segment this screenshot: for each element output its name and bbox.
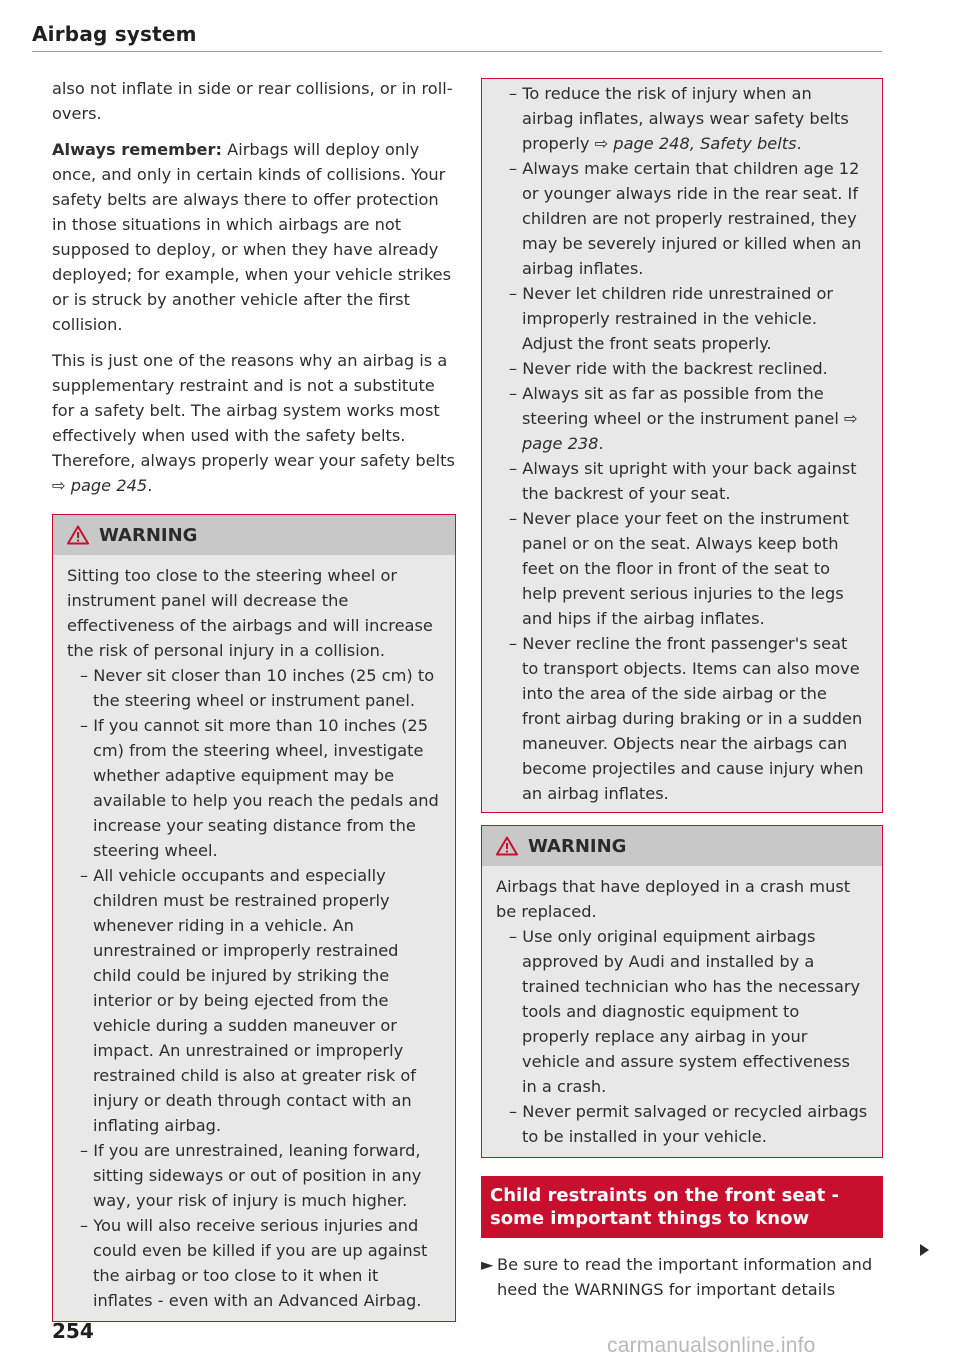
header-divider	[32, 51, 882, 52]
right-column	[481, 78, 883, 1302]
step-text: Be sure to read the important information and heed the WARNINGS for important details	[497, 1255, 873, 1299]
warning-body	[53, 555, 455, 1321]
warning-body	[482, 866, 882, 1157]
warning-item: – Never recline the front passenger's seat to transport objects. Items can also move into the area of the side airbag or the front airbag during braking or in a sudden maneuver. Objects near the airbags can become projectiles and cause injury when an airbag inflates.	[509, 634, 864, 803]
step-arrow-icon: ►	[481, 1255, 494, 1274]
reasons-paragraph	[52, 348, 456, 498]
warning-item: – Never place your feet on the instrument panel or on the seat. Always keep both feet on the floor in front of the seat to help prevent serious injuries to the legs and hips if the airbag inflates.	[509, 509, 849, 628]
warning-label: WARNING	[99, 524, 198, 546]
warning-triangle-icon	[67, 525, 89, 545]
warning-box-deployed-airbags	[481, 825, 883, 1158]
warning-header	[482, 826, 882, 866]
warning-item: – You will also receive serious injuries and could even be killed if you are up against the airbag or too close to it when it inflates - even with an Advanced Airbag.	[80, 1216, 428, 1310]
reasons-text: This is just one of the reasons why an airbag is a supplementary restraint and is not a substitute for a safety belt. The airbag system works most effectively when used with the safety belts. Therefore, always properly wear your safety belts	[52, 351, 455, 470]
warning-box-seating-distance	[52, 514, 456, 1322]
continue-arrow-icon	[920, 1244, 929, 1256]
warning-item: – Always make certain that children age 12 or younger always ride in the rear seat. If children are not properly restrained, they may be severely injured or killed when an airbag inflates.	[509, 159, 862, 278]
continued-warning-list	[496, 81, 868, 806]
always-remember-label: Always remember:	[52, 140, 222, 159]
warning-triangle-icon	[496, 836, 518, 856]
left-column	[52, 76, 456, 1322]
page-238-link[interactable]: ⇨ page 238	[522, 409, 858, 453]
item-text: – To reduce the risk of injury when an airbag inflates, always wear safety belts properly	[509, 84, 849, 153]
warning-item: – If you cannot sit more than 10 inches (25 cm) from the steering wheel, investigate whether adaptive equipment may be available to help you reach the pedals and increase your seating distance from the steering wheel.	[80, 716, 439, 860]
section-heading-child-restraints: Child restraints on the front seat - some important things to know	[481, 1176, 883, 1238]
warning-item: – Use only original equipment airbags approved by Audi and installed by a trained technician who has the necessary tools and diagnostic equipment to properly replace any airbag in your vehicle and assure system effectiveness in a crash.	[509, 927, 861, 1096]
page-header-title: Airbag system	[32, 22, 197, 46]
warning-item: – All vehicle occupants and especially children must be restrained properly whenever riding in a vehicle. An unrestrained or improperly restrained child could be injured by striking the interior or by being ejected from the vehicle during a sudden maneuver or impact. An unrestrained or improperly restrained child is also at greater risk of injury or death through contact with an inflating airbag.	[80, 866, 416, 1135]
page-number: 254	[52, 1319, 94, 1343]
watermark-text: carmanualsonline.info	[607, 1334, 816, 1357]
always-remember-paragraph	[52, 137, 456, 337]
warning-list	[496, 924, 868, 1149]
item-text: – Always sit as far as possible from the steering wheel or the instrument panel	[509, 384, 844, 428]
warning-intro: Sitting too close to the steering wheel or instrument panel will decrease the effectiveness of the airbags and will increase the risk of personal injury in a collision.	[67, 566, 433, 660]
item-end: .	[796, 134, 802, 153]
warning-label: WARNING	[528, 835, 627, 857]
intro-continued-paragraph: also not inflate in side or rear collisions, or in roll-overs.	[52, 79, 453, 123]
warning-item: – Always sit upright with your back against the backrest of your seat.	[509, 459, 857, 503]
warning-item: – If you are unrestrained, leaning forward, sitting sideways or out of position in any way, your risk of injury is much higher.	[80, 1141, 422, 1210]
warning-header	[53, 515, 455, 555]
warning-intro: Airbags that have deployed in a crash must be replaced.	[496, 877, 851, 921]
reasons-end: .	[147, 476, 153, 495]
warning-item: – Never let children ride unrestrained or improperly restrained in the vehicle. Adjust the front seats properly.	[509, 284, 834, 353]
warning-list	[67, 663, 441, 1313]
page-248-link[interactable]: ⇨ page 248, Safety belts	[594, 134, 797, 153]
warning-item: – Never ride with the backrest reclined.	[509, 359, 828, 378]
item-end: .	[598, 434, 604, 453]
warning-item	[509, 81, 868, 156]
warning-item: – Never permit salvaged or recycled airbags to be installed in your vehicle.	[509, 1102, 868, 1146]
warning-item: – Never sit closer than 10 inches (25 cm) to the steering wheel or instrument panel.	[80, 666, 435, 710]
page-245-link[interactable]: ⇨ page 245	[52, 476, 148, 495]
always-remember-text: Airbags will deploy only once, and only in certain kinds of collisions. Your safety belts are always there to offer protection in those situations in which airbags are not supposed to deploy, or when they have already deployed; for example, when your vehicle strikes or is struck by another vehicle after the first collision.	[52, 140, 452, 334]
instruction-step	[481, 1252, 883, 1302]
warning-box-continued	[481, 78, 883, 813]
warning-item	[509, 381, 868, 456]
